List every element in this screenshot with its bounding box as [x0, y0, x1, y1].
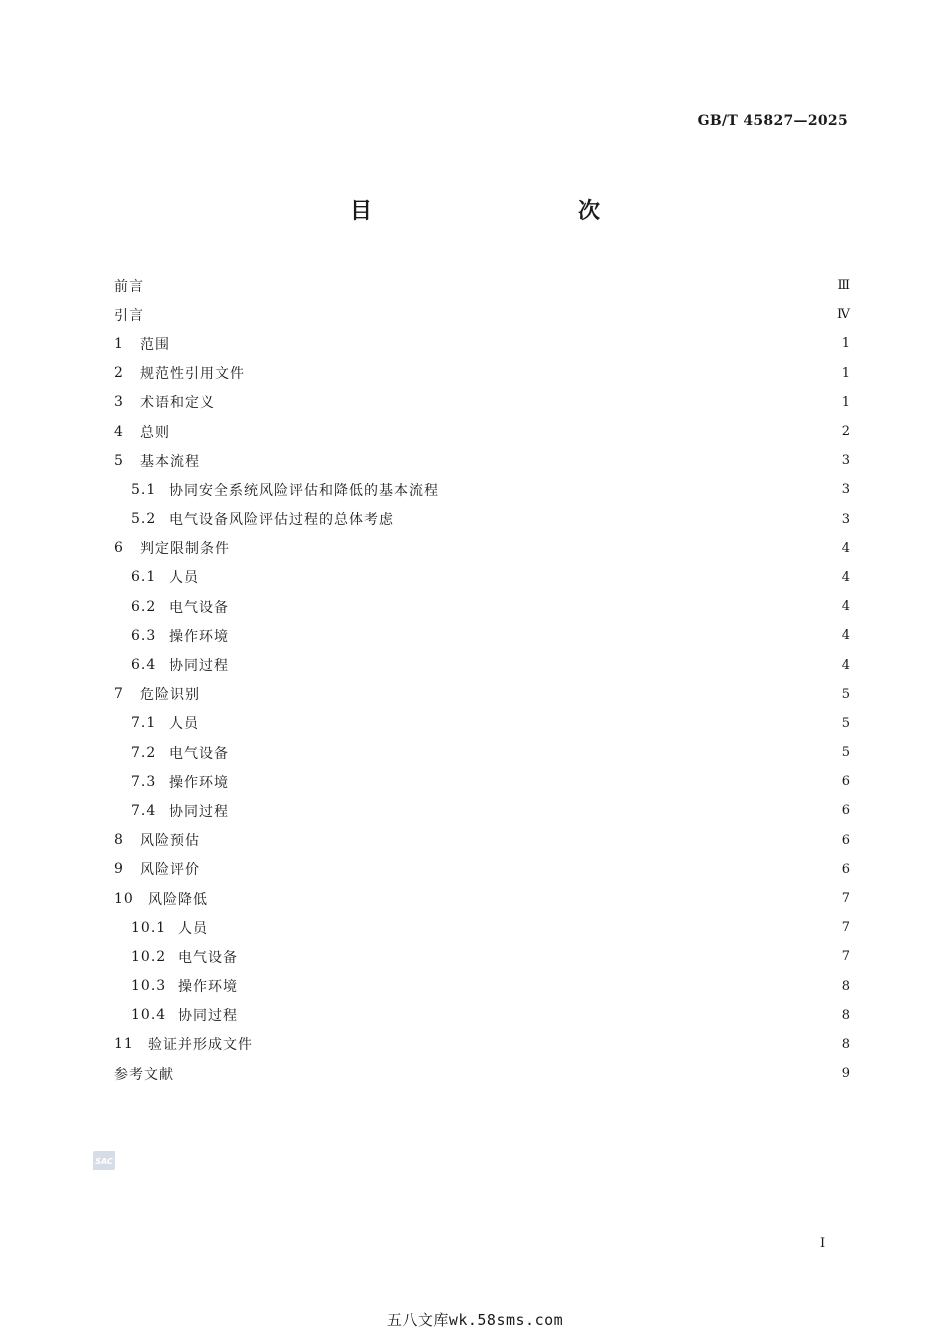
sac-logo-icon — [91, 1149, 117, 1172]
toc-leader-dots — [238, 979, 836, 993]
toc-leader-dots — [208, 833, 836, 847]
toc-item-title: 风险降低 — [148, 891, 208, 908]
toc-item-page: 6 — [841, 832, 850, 848]
toc-item[interactable] — [114, 417, 850, 446]
toc-subitem[interactable] — [114, 505, 850, 534]
page-title: 目 次 — [349, 198, 654, 224]
toc-item-page: 1 — [841, 336, 850, 352]
toc-item-page: 5 — [841, 686, 850, 702]
toc-item-number: 4 — [114, 423, 124, 440]
toc-item-number: 6 — [114, 540, 124, 557]
toc-leader-dots — [152, 279, 833, 293]
toc-item-page: 6 — [841, 774, 850, 790]
toc-item[interactable] — [114, 826, 850, 855]
toc-item-title: 参考文献 — [114, 1066, 174, 1083]
toc-item-page: 7 — [841, 920, 850, 936]
toc-item-page: Ⅳ — [837, 307, 850, 323]
toc-leader-dots — [207, 716, 836, 730]
toc-leader-dots — [178, 337, 836, 351]
toc-item-title: 规范性引用文件 — [140, 366, 245, 383]
toc-subitem[interactable] — [114, 942, 850, 971]
toc-leader-dots — [253, 366, 836, 380]
toc-item-number: 10.1 — [131, 919, 167, 936]
toc-item-title: 操作环境 — [169, 628, 229, 645]
toc-item-title: 基本流程 — [140, 453, 200, 470]
toc-item-title: 人员 — [169, 570, 199, 587]
toc-leader-dots — [238, 1008, 836, 1022]
toc-item-number: 10.2 — [131, 948, 167, 965]
toc-item[interactable] — [114, 359, 850, 388]
toc-item-page: 3 — [841, 511, 850, 527]
toc-item-page: 8 — [841, 1036, 850, 1052]
toc-item-title: 危险识别 — [140, 687, 200, 704]
toc-item-page: 4 — [841, 628, 850, 644]
toc-leader-dots — [152, 308, 833, 322]
toc-item[interactable] — [114, 329, 850, 358]
toc-item[interactable] — [114, 388, 850, 417]
toc-item-title: 协同过程 — [169, 803, 229, 820]
toc-item[interactable] — [114, 300, 850, 329]
toc-leader-dots — [208, 921, 836, 935]
toc-subitem[interactable] — [114, 563, 850, 592]
toc-leader-dots — [208, 687, 836, 701]
toc-subitem[interactable] — [114, 709, 850, 738]
toc-leader-dots — [237, 600, 836, 614]
toc-leader-dots — [208, 892, 836, 906]
toc-item-title: 人员 — [178, 920, 208, 937]
toc-item-page: 6 — [841, 803, 850, 819]
toc-item-number: 7 — [114, 686, 124, 703]
toc-subitem[interactable] — [114, 621, 850, 650]
toc-subitem[interactable] — [114, 913, 850, 942]
table-of-contents — [114, 271, 850, 1088]
toc-leader-dots — [208, 862, 836, 876]
toc-leader-dots — [178, 425, 836, 439]
toc-item-number: 7.4 — [131, 802, 157, 819]
toc-item-page: 3 — [841, 453, 850, 469]
toc-item-number: 6.4 — [131, 657, 157, 674]
toc-leader-dots — [237, 804, 836, 818]
toc-subitem[interactable] — [114, 1001, 850, 1030]
toc-item[interactable] — [114, 680, 850, 709]
standard-code: GB/T 45827—2025 — [697, 113, 848, 129]
toc-item-page: Ⅲ — [837, 278, 850, 294]
toc-item-page: 9 — [841, 1066, 850, 1082]
toc-leader-dots — [207, 570, 836, 584]
toc-item-number: 7.3 — [131, 773, 157, 790]
toc-item-page: 6 — [841, 861, 850, 877]
toc-subitem[interactable] — [114, 475, 850, 504]
toc-subitem[interactable] — [114, 972, 850, 1001]
toc-item-page: 5 — [841, 745, 850, 761]
toc-subitem[interactable] — [114, 767, 850, 796]
footer-watermark: 五八文库wk.58sms.com — [386, 1311, 564, 1329]
toc-item[interactable] — [114, 446, 850, 475]
toc-item-number: 10.4 — [131, 1007, 167, 1024]
toc-leader-dots — [402, 512, 836, 526]
toc-item[interactable] — [114, 1030, 850, 1059]
toc-leader-dots — [238, 950, 836, 964]
toc-subitem[interactable] — [114, 796, 850, 825]
toc-item-page: 4 — [841, 657, 850, 673]
toc-leader-dots — [208, 454, 836, 468]
toc-subitem[interactable] — [114, 650, 850, 679]
toc-item-title: 引言 — [114, 307, 144, 324]
toc-item-number: 9 — [114, 861, 124, 878]
toc-item-number: 8 — [114, 832, 124, 849]
toc-item-page: 4 — [841, 569, 850, 585]
toc-item-title: 电气设备风险评估过程的总体考虑 — [169, 512, 394, 529]
toc-item-number: 6.3 — [131, 627, 157, 644]
toc-item-number: 7.1 — [131, 715, 157, 732]
toc-item-title: 协同安全系统风险评估和降低的基本流程 — [169, 482, 439, 499]
toc-item[interactable] — [114, 855, 850, 884]
toc-item-number: 2 — [114, 365, 124, 382]
toc-item[interactable] — [114, 271, 850, 300]
toc-item-page: 8 — [841, 978, 850, 994]
toc-item-number: 3 — [114, 394, 124, 411]
toc-item-page: 4 — [841, 540, 850, 556]
toc-leader-dots — [237, 629, 836, 643]
toc-leader-dots — [447, 483, 836, 497]
toc-leader-dots — [238, 541, 836, 555]
toc-leader-dots — [237, 746, 836, 760]
toc-item-number: 7.2 — [131, 744, 157, 761]
toc-item[interactable] — [114, 1059, 850, 1088]
toc-item-number: 5.1 — [131, 481, 157, 498]
toc-item-number: 11 — [114, 1036, 134, 1053]
toc-item-title: 验证并形成文件 — [148, 1037, 253, 1054]
toc-leader-dots — [237, 775, 836, 789]
page-number: I — [820, 1236, 826, 1251]
toc-item-page: 7 — [841, 949, 850, 965]
toc-item-title: 操作环境 — [169, 774, 229, 791]
toc-item-number: 6.1 — [131, 569, 157, 586]
toc-item-page: 4 — [841, 599, 850, 615]
toc-item-page: 7 — [841, 891, 850, 907]
toc-item-number: 1 — [114, 335, 124, 352]
toc-item[interactable] — [114, 534, 850, 563]
toc-item-number: 6.2 — [131, 598, 157, 615]
logo-text: SAC — [95, 1157, 113, 1166]
toc-item-page: 2 — [841, 424, 850, 440]
toc-subitem[interactable] — [114, 592, 850, 621]
toc-item-page: 1 — [841, 365, 850, 381]
toc-item-title: 术语和定义 — [140, 395, 215, 412]
toc-item-number: 10 — [114, 890, 134, 907]
toc-item-title: 电气设备 — [178, 949, 238, 966]
toc-item-title: 电气设备 — [169, 599, 229, 616]
toc-leader-dots — [237, 658, 836, 672]
toc-item-title: 风险评价 — [140, 862, 200, 879]
toc-item-title: 人员 — [169, 716, 199, 733]
toc-leader-dots — [223, 395, 836, 409]
toc-item-title: 电气设备 — [169, 745, 229, 762]
toc-subitem[interactable] — [114, 738, 850, 767]
toc-item[interactable] — [114, 884, 850, 913]
toc-item-page: 1 — [841, 394, 850, 410]
toc-item-title: 前言 — [114, 278, 144, 295]
toc-item-page: 8 — [841, 1007, 850, 1023]
toc-item-number: 10.3 — [131, 978, 167, 995]
toc-item-page: 3 — [841, 482, 850, 498]
toc-item-title: 协同过程 — [178, 1008, 238, 1025]
toc-item-title: 协同过程 — [169, 658, 229, 675]
toc-leader-dots — [253, 1037, 836, 1051]
toc-item-title: 范围 — [140, 336, 170, 353]
toc-leader-dots — [182, 1067, 836, 1081]
toc-item-title: 风险预估 — [140, 833, 200, 850]
toc-item-number: 5 — [114, 452, 124, 469]
toc-item-title: 操作环境 — [178, 979, 238, 996]
toc-item-title: 判定限制条件 — [140, 541, 230, 558]
toc-item-number: 5.2 — [131, 511, 157, 528]
toc-item-title: 总则 — [140, 424, 170, 441]
toc-item-page: 5 — [841, 715, 850, 731]
